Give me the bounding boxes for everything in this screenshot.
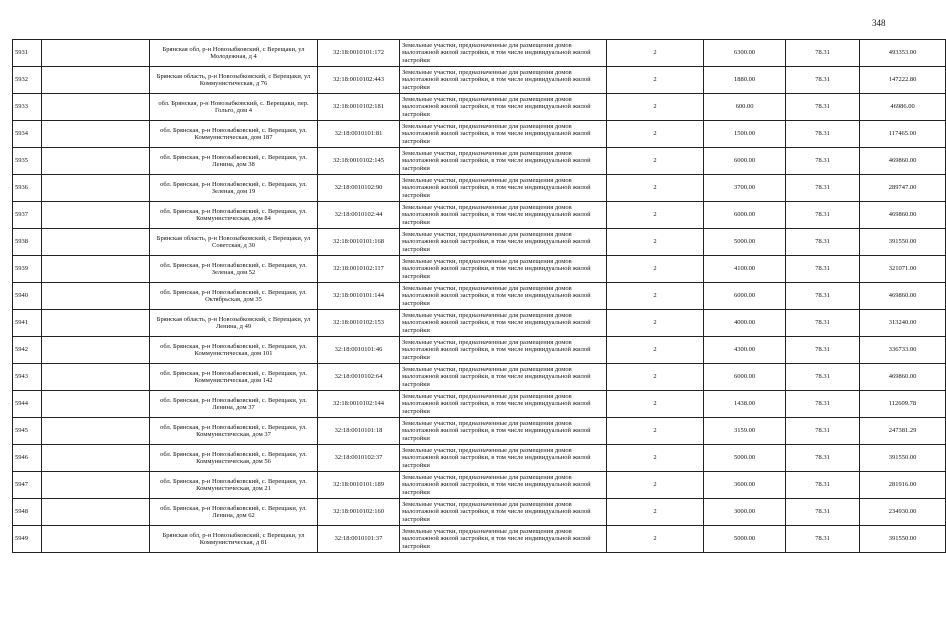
cadastral-value-cell: 281916.00 [860,472,946,499]
area-cell: 4000.00 [704,310,786,337]
land-use-cell: Земельные участки, предназначенные для размещения домов малоэтажной жилой застройки, в том числе индивидуальной жилой застройки [400,364,607,391]
empty-cell [42,391,150,418]
cadastral-number-cell: 32:18:0010102:144 [318,391,400,418]
group-cell: 2 [607,499,704,526]
row-number: 5941 [13,310,42,337]
group-cell: 2 [607,391,704,418]
group-cell: 2 [607,445,704,472]
page-number: 348 [872,18,886,28]
land-use-cell: Земельные участки, предназначенные для размещения домов малоэтажной жилой застройки, в том числе индивидуальной жилой застройки [400,526,607,553]
area-cell: 1500.00 [704,121,786,148]
specific-value-cell: 78.31 [786,40,860,67]
area-cell: 6000.00 [704,202,786,229]
cadastral-number-cell: 32:18:0010102:64 [318,364,400,391]
address-cell: обл. Брянская, р-н Новозыбковский, с. Верещаки, ул. Коммунистическая, дом 101 [150,337,318,364]
cadastral-value-cell: 234930.00 [860,499,946,526]
cadastral-value-cell: 247381.29 [860,418,946,445]
land-use-cell: Земельные участки, предназначенные для размещения домов малоэтажной жилой застройки, в том числе индивидуальной жилой застройки [400,40,607,67]
address-cell: обл. Брянская, р-н Новозыбковский, с. Верещаки, ул. Октябрьская, дом 35 [150,283,318,310]
cadastral-number-cell: 32:18:0010102:37 [318,445,400,472]
area-cell: 600.00 [704,94,786,121]
cadastral-value-cell: 391550.00 [860,445,946,472]
cadastral-value-cell: 391550.00 [860,526,946,553]
row-number: 5946 [13,445,42,472]
group-cell: 2 [607,472,704,499]
specific-value-cell: 78.31 [786,94,860,121]
table-row [13,202,946,229]
land-use-cell: Земельные участки, предназначенные для размещения домов малоэтажной жилой застройки, в том числе индивидуальной жилой застройки [400,256,607,283]
empty-cell [42,121,150,148]
table-row [13,283,946,310]
empty-cell [42,229,150,256]
group-cell: 2 [607,337,704,364]
specific-value-cell: 78.31 [786,337,860,364]
land-use-cell: Земельные участки, предназначенные для размещения домов малоэтажной жилой застройки, в том числе индивидуальной жилой застройки [400,175,607,202]
group-cell: 2 [607,175,704,202]
table-row [13,445,946,472]
specific-value-cell: 78.31 [786,499,860,526]
group-cell: 2 [607,364,704,391]
row-number: 5938 [13,229,42,256]
table-row [13,148,946,175]
cadastral-value-cell: 147222.80 [860,67,946,94]
specific-value-cell: 78.31 [786,391,860,418]
specific-value-cell: 78.31 [786,67,860,94]
area-cell: 6300.00 [704,40,786,67]
cadastral-value-cell: 469860.00 [860,364,946,391]
land-use-cell: Земельные участки, предназначенные для размещения домов малоэтажной жилой застройки, в том числе индивидуальной жилой застройки [400,202,607,229]
table-row [13,229,946,256]
group-cell: 2 [607,418,704,445]
row-number: 5940 [13,283,42,310]
specific-value-cell: 78.31 [786,310,860,337]
land-use-cell: Земельные участки, предназначенные для размещения домов малоэтажной жилой застройки, в том числе индивидуальной жилой застройки [400,418,607,445]
cadastral-number-cell: 32:18:0010101:46 [318,337,400,364]
group-cell: 2 [607,526,704,553]
group-cell: 2 [607,283,704,310]
group-cell: 2 [607,40,704,67]
specific-value-cell: 78.31 [786,148,860,175]
cadastral-value-cell: 289747.00 [860,175,946,202]
table-row [13,175,946,202]
land-use-cell: Земельные участки, предназначенные для размещения домов малоэтажной жилой застройки, в том числе индивидуальной жилой застройки [400,499,607,526]
empty-cell [42,472,150,499]
area-cell: 1438.00 [704,391,786,418]
area-cell: 6000.00 [704,148,786,175]
cadastral-value-cell: 336733.00 [860,337,946,364]
empty-cell [42,310,150,337]
empty-cell [42,499,150,526]
cadastral-number-cell: 32:18:0010101:18 [318,418,400,445]
specific-value-cell: 78.31 [786,121,860,148]
group-cell: 2 [607,94,704,121]
cadastral-value-cell: 493353.00 [860,40,946,67]
row-number: 5942 [13,337,42,364]
empty-cell [42,364,150,391]
specific-value-cell: 78.31 [786,175,860,202]
address-cell: Брянская обл, р-н Новозыбковский, с Верещаки, ул Коммунистическая, д 81 [150,526,318,553]
land-use-cell: Земельные участки, предназначенные для размещения домов малоэтажной жилой застройки, в том числе индивидуальной жилой застройки [400,148,607,175]
area-cell: 1880.00 [704,67,786,94]
table-body [13,40,946,553]
address-cell: обл. Брянская, р-н Новозыбковский, с. Верещаки, ул. Ленина, дом 62 [150,499,318,526]
row-number: 5949 [13,526,42,553]
specific-value-cell: 78.31 [786,229,860,256]
area-cell: 3000.00 [704,499,786,526]
empty-cell [42,67,150,94]
cadastral-number-cell: 32:18:0010101:168 [318,229,400,256]
row-number: 5932 [13,67,42,94]
cadastral-value-cell: 469860.00 [860,148,946,175]
cadastral-number-cell: 32:18:0010102:160 [318,499,400,526]
cadastral-value-cell: 313240.00 [860,310,946,337]
cadastral-value-cell: 469860.00 [860,202,946,229]
empty-cell [42,202,150,229]
row-number: 5945 [13,418,42,445]
table-row [13,310,946,337]
area-cell: 6000.00 [704,364,786,391]
address-cell: обл. Брянская, р-н Новозыбковский, с. Верещаки, пер. Гольго, дом 4 [150,94,318,121]
address-cell: Брянская область, р-н Новозыбковский, с Верещаки, ул Коммунистическая, д 76 [150,67,318,94]
cadastral-value-cell: 321071.00 [860,256,946,283]
empty-cell [42,94,150,121]
cadastral-value-cell: 112609.78 [860,391,946,418]
cadastral-number-cell: 32:18:0010102:181 [318,94,400,121]
empty-cell [42,526,150,553]
cadastral-value-cell: 117465.00 [860,121,946,148]
cadastral-number-cell: 32:18:0010101:172 [318,40,400,67]
empty-cell [42,256,150,283]
area-cell: 5000.00 [704,445,786,472]
address-cell: Брянская обл, р-н Новозыбковский, с Верещаки, ул Молодежная, д 4 [150,40,318,67]
cadastral-number-cell: 32:18:0010101:81 [318,121,400,148]
table-row [13,364,946,391]
address-cell: обл. Брянская, р-н Новозыбковский, с. Верещаки, ул. Зеленая, дом 19 [150,175,318,202]
cadastral-value-cell: 46986.00 [860,94,946,121]
row-number: 5935 [13,148,42,175]
table-row [13,94,946,121]
cadastral-number-cell: 32:18:0010102:90 [318,175,400,202]
specific-value-cell: 78.31 [786,418,860,445]
address-cell: обл. Брянская, р-н Новозыбковский, с. Верещаки, ул. Коммунистическая, дом 21 [150,472,318,499]
land-use-cell: Земельные участки, предназначенные для размещения домов малоэтажной жилой застройки, в том числе индивидуальной жилой застройки [400,391,607,418]
row-number: 5936 [13,175,42,202]
address-cell: Брянская область, р-н Новозыбковский, с Верещаки, ул Советская, д 30 [150,229,318,256]
specific-value-cell: 78.31 [786,445,860,472]
address-cell: обл. Брянская, р-н Новозыбковский, с. Верещаки, ул. Коммунистическая, дом 142 [150,364,318,391]
empty-cell [42,40,150,67]
area-cell: 6000.00 [704,283,786,310]
group-cell: 2 [607,121,704,148]
cadastral-number-cell: 32:18:0010102:44 [318,202,400,229]
land-plots-table [12,39,946,553]
land-use-cell: Земельные участки, предназначенные для размещения домов малоэтажной жилой застройки, в том числе индивидуальной жилой застройки [400,121,607,148]
specific-value-cell: 78.31 [786,283,860,310]
cadastral-number-cell: 32:18:0010102:145 [318,148,400,175]
table-row [13,391,946,418]
cadastral-value-cell: 391550.00 [860,229,946,256]
empty-cell [42,148,150,175]
specific-value-cell: 78.31 [786,202,860,229]
table-row [13,499,946,526]
address-cell: обл. Брянская, р-н Новозыбковский, с. Верещаки, ул. Коммунистическая, дом 187 [150,121,318,148]
land-use-cell: Земельные участки, предназначенные для размещения домов малоэтажной жилой застройки, в том числе индивидуальной жилой застройки [400,94,607,121]
group-cell: 2 [607,256,704,283]
table-row [13,67,946,94]
address-cell: обл. Брянская, р-н Новозыбковский, с. Верещаки, ул. Ленина, дом 37 [150,391,318,418]
group-cell: 2 [607,67,704,94]
group-cell: 2 [607,310,704,337]
row-number: 5931 [13,40,42,67]
table-row [13,337,946,364]
land-use-cell: Земельные участки, предназначенные для размещения домов малоэтажной жилой застройки, в том числе индивидуальной жилой застройки [400,229,607,256]
area-cell: 3700.00 [704,175,786,202]
specific-value-cell: 78.31 [786,256,860,283]
row-number: 5948 [13,499,42,526]
area-cell: 5000.00 [704,229,786,256]
land-use-cell: Земельные участки, предназначенные для размещения домов малоэтажной жилой застройки, в том числе индивидуальной жилой застройки [400,310,607,337]
cadastral-number-cell: 32:18:0010101:144 [318,283,400,310]
land-use-cell: Земельные участки, предназначенные для размещения домов малоэтажной жилой застройки, в том числе индивидуальной жилой застройки [400,337,607,364]
table-row [13,40,946,67]
area-cell: 3159.00 [704,418,786,445]
specific-value-cell: 78.31 [786,364,860,391]
land-use-cell: Земельные участки, предназначенные для размещения домов малоэтажной жилой застройки, в том числе индивидуальной жилой застройки [400,472,607,499]
address-cell: обл. Брянская, р-н Новозыбковский, с. Верещаки, ул. Ленина, дом 38 [150,148,318,175]
empty-cell [42,418,150,445]
empty-cell [42,445,150,472]
row-number: 5937 [13,202,42,229]
specific-value-cell: 78.31 [786,472,860,499]
table-row [13,472,946,499]
table-row [13,256,946,283]
area-cell: 5000.00 [704,526,786,553]
cadastral-number-cell: 32:18:0010102:117 [318,256,400,283]
land-use-cell: Земельные участки, предназначенные для размещения домов малоэтажной жилой застройки, в том числе индивидуальной жилой застройки [400,283,607,310]
table-row [13,418,946,445]
empty-cell [42,337,150,364]
address-cell: обл. Брянская, р-н Новозыбковский, с. Верещаки, ул. Коммунистическая, дом 84 [150,202,318,229]
area-cell: 4100.00 [704,256,786,283]
specific-value-cell: 78.31 [786,526,860,553]
empty-cell [42,175,150,202]
area-cell: 3600.00 [704,472,786,499]
row-number: 5947 [13,472,42,499]
cadastral-value-cell: 469860.00 [860,283,946,310]
cadastral-number-cell: 32:18:0010102:443 [318,67,400,94]
group-cell: 2 [607,202,704,229]
table-row [13,121,946,148]
address-cell: обл. Брянская, р-н Новозыбковский, с. Верещаки, ул. Зеленая, дом 52 [150,256,318,283]
address-cell: Брянская область, р-н Новозыбковский, с Верещаки, ул Ленина, д 49 [150,310,318,337]
row-number: 5933 [13,94,42,121]
land-use-cell: Земельные участки, предназначенные для размещения домов малоэтажной жилой застройки, в том числе индивидуальной жилой застройки [400,445,607,472]
cadastral-number-cell: 32:18:0010101:37 [318,526,400,553]
address-cell: обл. Брянская, р-н Новозыбковский, с. Верещаки, ул. Коммунистическая, дом 56 [150,445,318,472]
table-row [13,526,946,553]
area-cell: 4300.00 [704,337,786,364]
empty-cell [42,283,150,310]
group-cell: 2 [607,148,704,175]
cadastral-number-cell: 32:18:0010101:189 [318,472,400,499]
group-cell: 2 [607,229,704,256]
row-number: 5943 [13,364,42,391]
address-cell: обл. Брянская, р-н Новозыбковский, с. Верещаки, ул. Коммунистическая, дом 37 [150,418,318,445]
row-number: 5939 [13,256,42,283]
land-use-cell: Земельные участки, предназначенные для размещения домов малоэтажной жилой застройки, в том числе индивидуальной жилой застройки [400,67,607,94]
row-number: 5934 [13,121,42,148]
cadastral-number-cell: 32:18:0010102:153 [318,310,400,337]
row-number: 5944 [13,391,42,418]
